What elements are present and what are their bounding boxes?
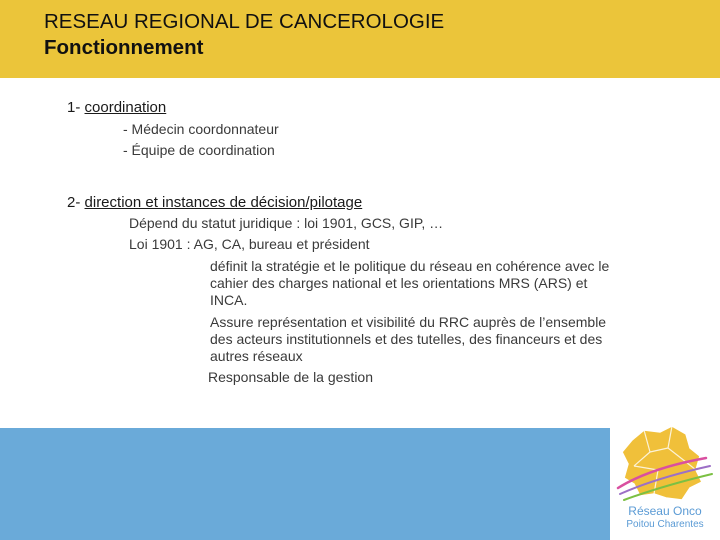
- section-2-number: 2-: [67, 194, 85, 211]
- section-2-heading: [67, 194, 362, 211]
- region-map-icon: [610, 422, 720, 506]
- title-line-2: Fonctionnement: [44, 36, 204, 59]
- section-2-detail: cahier des charges national et les orientations MRS (ARS) et: [210, 275, 588, 291]
- section-2-line: Loi 1901 : AG, CA, bureau et président: [129, 236, 370, 252]
- title-line-1: RESEAU REGIONAL DE CANCEROLOGIE: [44, 10, 445, 33]
- section-2-detail: des acteurs institutionnels et des tutelles, des financeurs et des: [210, 331, 603, 347]
- section-2-detail: INCA.: [210, 292, 248, 308]
- section-2-title: direction et instances de décision/pilotage: [84, 194, 363, 211]
- logo-text-line-1: Réseau Onco: [628, 504, 702, 518]
- section-2-detail: définit la stratégie et le politique du réseau en cohérence avec le: [210, 258, 610, 274]
- reseau-onco-logo: [610, 422, 720, 540]
- section-2-detail: autres réseaux: [210, 348, 303, 364]
- section-2-line: Dépend du statut juridique : loi 1901, GCS, GIP, …: [129, 215, 444, 231]
- section-2-detail: Assure représentation et visibilité du RRC auprès de l’ensemble: [210, 314, 607, 330]
- logo-text-line-2: Poitou Charentes: [626, 519, 704, 530]
- section-1-heading: [67, 99, 166, 116]
- section-1-title: coordination: [84, 99, 167, 116]
- section-1-item: - Médecin coordonnateur: [123, 121, 279, 137]
- section-1-item: - Équipe de coordination: [123, 142, 275, 158]
- section-2-detail: Responsable de la gestion: [208, 369, 374, 385]
- section-1-number: 1-: [67, 99, 85, 116]
